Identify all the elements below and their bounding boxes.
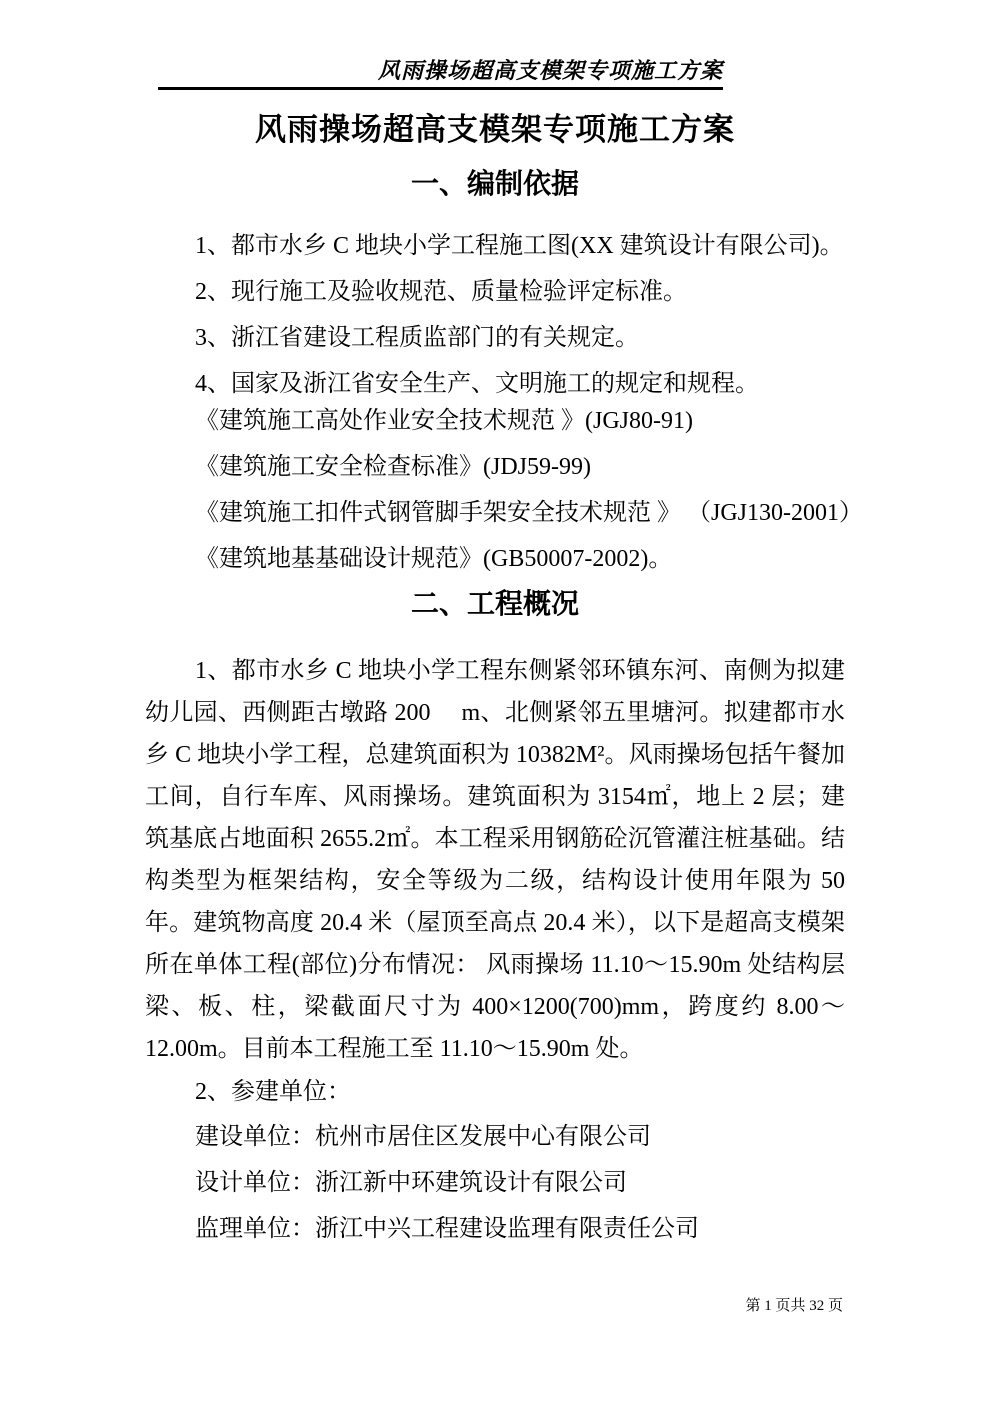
unit-line: 监理单位：浙江中兴工程建设监理有限责任公司 [195, 1216, 699, 1242]
reference-item: 《建筑施工扣件式钢管脚手架安全技术规范 》 （JGJ130-2001） [195, 500, 864, 526]
project-overview-paragraph: 1、都市水乡 C 地块小学工程东侧紧邻环镇东河、南侧为拟建幼儿园、西侧距古墩路 200 m、北侧紧邻五里塘河。拟建都市水乡 C 地块小学工程，总建筑面积为 10382M²。风雨操场包括午餐加工间，自行车库、风雨操场。建筑面积为 3154㎡，地上 2 层；建筑基底占地面积 2655.2㎡。本工程采用钢筋砼沉管灌注桩基础。结构类型为框架结构，安全等级为二级，结构设计使用年限为 50 年。建筑物高度 20.4 米（屋顶至高点 20.4 米），以下是超高支模架所在单体工程(部位)分布情况： 风雨操场 11.10～15.90m 处结构层梁、板、柱，梁截面尺寸为 400×1200(700)mm，跨度约 8.00～12.00m。目前本工程施工至 11.10～15.90m 处。 [145, 658, 845, 1062]
unit-line: 设计单位：浙江新中环建筑设计有限公司 [195, 1170, 627, 1196]
running-header-title: 风雨操场超高支模架专项施工方案 [158, 56, 723, 90]
page-number-footer: 第 1 页共 32 页 [745, 1298, 843, 1314]
reference-item: 《建筑地基基础设计规范》(GB50007-2002)。 [195, 546, 673, 572]
document-title: 风雨操场超高支模架专项施工方案 [255, 112, 735, 147]
list-item: 2、现行施工及验收规范、质量检验评定标准。 [195, 279, 687, 305]
section-heading-overview: 二、工程概况 [410, 589, 579, 620]
basis-list [145, 223, 864, 582]
list-item: 3、浙江省建设工程质监部门的有关规定。 [195, 325, 639, 351]
list-item: 4、国家及浙江省安全生产、文明施工的规定和规程。 [195, 371, 759, 397]
participating-units-label: 2、参建单位： [195, 1079, 351, 1105]
list-item: 1、都市水乡 C 地块小学工程施工图(XX 建筑设计有限公司)。 [195, 233, 844, 259]
participating-units-list [145, 1114, 845, 1252]
unit-line: 建设单位：杭州市居住区发展中心有限公司 [195, 1124, 651, 1150]
reference-item: 《建筑施工安全检查标准》(JDJ59-99) [195, 454, 591, 480]
reference-item: 《建筑施工高处作业安全技术规范 》(JGJ80-91) [195, 408, 693, 434]
section-heading-basis: 一、编制依据 [410, 169, 579, 200]
